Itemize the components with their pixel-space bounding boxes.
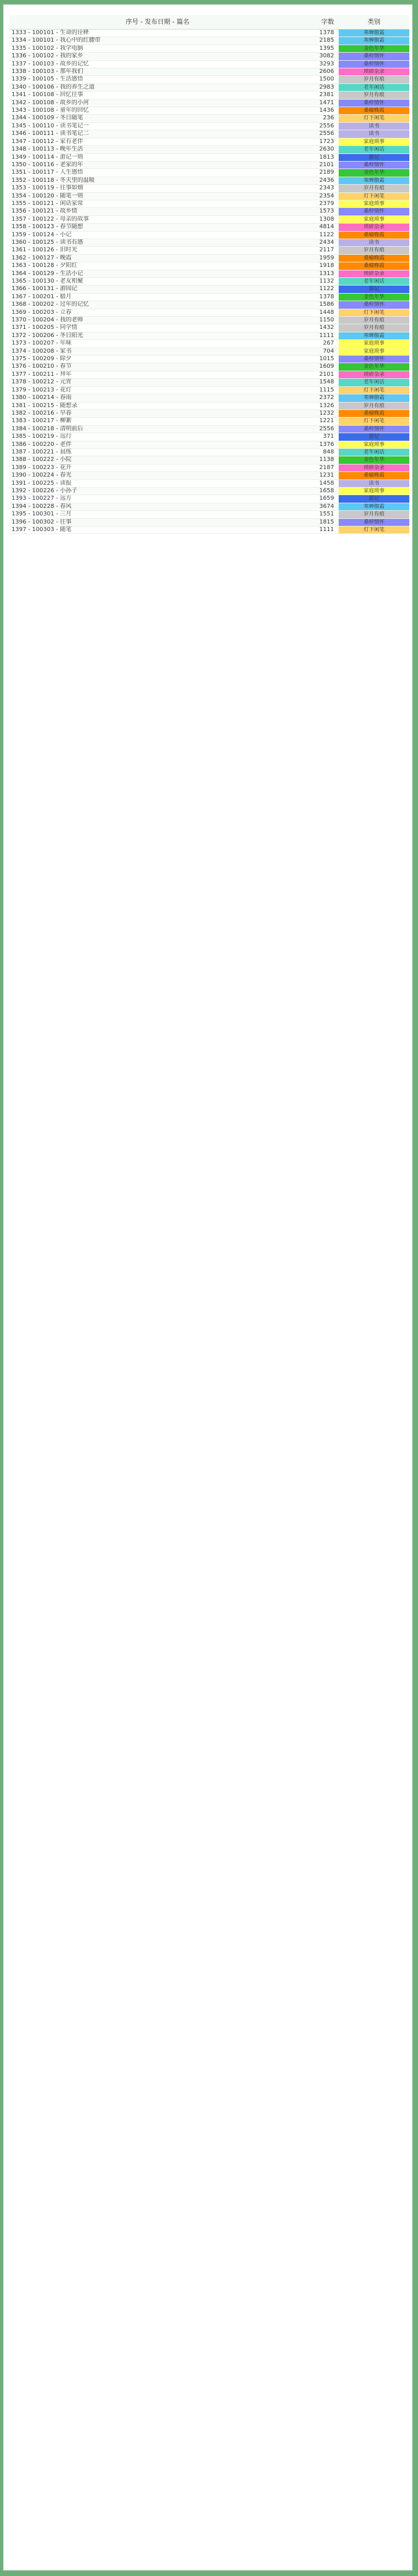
category-badge[interactable]: 灯下闲笔 <box>339 192 409 200</box>
word-count: 4814 <box>306 224 339 231</box>
word-count: 1458 <box>306 480 339 487</box>
category-badge[interactable]: 桑梓情怀 <box>339 53 409 60</box>
article-title-link[interactable]: 1380 - 100214 - 春雨 <box>9 394 306 402</box>
category-badge[interactable]: 灯下闲笔 <box>339 115 409 122</box>
article-title-link[interactable]: 1376 - 100210 - 春节 <box>9 363 306 371</box>
article-title-link[interactable]: 1347 - 100112 - 家有老伴 <box>9 138 306 145</box>
category-badge[interactable]: 桑梓情怀 <box>339 425 409 433</box>
table-row <box>9 208 409 215</box>
category-badge[interactable]: 寒蝉傲霜 <box>339 394 409 402</box>
article-table <box>9 15 409 534</box>
word-count: 267 <box>306 340 339 347</box>
category-badge[interactable]: 灯下闲笔 <box>339 386 409 394</box>
table-row <box>9 83 409 91</box>
article-title-link[interactable]: 1389 - 100223 - 花开 <box>9 464 306 471</box>
table-row <box>9 518 409 526</box>
category-badge[interactable]: 读书 <box>339 239 409 246</box>
table-row <box>9 53 409 60</box>
article-title-link[interactable]: 1336 - 100102 - 我的家乡 <box>9 53 306 60</box>
category-badge[interactable]: 琐碎杂录 <box>339 464 409 471</box>
word-count: 236 <box>306 115 339 122</box>
word-count: 2117 <box>306 247 339 254</box>
table-row <box>9 309 409 316</box>
table-row <box>9 425 409 433</box>
word-count: 2101 <box>306 161 339 169</box>
article-title-link[interactable]: 1333 - 100101 - 生命的诠释 <box>9 30 306 37</box>
table-row <box>9 231 409 239</box>
table-row <box>9 418 409 425</box>
article-title-link[interactable]: 1363 - 100128 - 夕阳红 <box>9 262 306 270</box>
table-row <box>9 30 409 37</box>
category-badge[interactable]: 岁月有痕 <box>339 324 409 332</box>
article-title-link[interactable]: 1348 - 100113 - 晚年生活 <box>9 146 306 153</box>
article-title-link[interactable]: 1344 - 100109 - 冬日随笔 <box>9 115 306 122</box>
article-title-link[interactable]: 1383 - 100217 - 柳絮 <box>9 418 306 425</box>
table-row <box>9 239 409 246</box>
table-body <box>9 30 409 534</box>
article-title-link[interactable]: 1338 - 100103 - 那年我们 <box>9 68 306 76</box>
category-badge[interactable]: 桑梓情怀 <box>339 208 409 215</box>
article-title-link[interactable]: 1337 - 100103 - 故乡的记忆 <box>9 60 306 68</box>
table-row <box>9 371 409 378</box>
table-header-row <box>9 15 409 30</box>
word-count: 1378 <box>306 30 339 37</box>
word-count: 1313 <box>306 270 339 277</box>
article-title-link[interactable]: 1339 - 100105 - 生活感悟 <box>9 76 306 83</box>
header-title[interactable]: 序号 - 发布日期 - 篇名 <box>9 15 306 30</box>
table-row <box>9 270 409 277</box>
word-count: 1378 <box>306 293 339 301</box>
word-count: 1111 <box>306 526 339 534</box>
article-title-link[interactable]: 1381 - 100215 - 随想录 <box>9 402 306 409</box>
article-title-link[interactable]: 1377 - 100211 - 拜年 <box>9 371 306 378</box>
table-row <box>9 503 409 510</box>
article-title-link[interactable]: 1367 - 100201 - 腊月 <box>9 293 306 301</box>
category-badge[interactable]: 游记 <box>339 286 409 293</box>
article-title-link[interactable]: 1340 - 100106 - 我的养生之道 <box>9 83 306 91</box>
word-count: 1232 <box>306 409 339 417</box>
word-count: 2556 <box>306 130 339 138</box>
article-title-link[interactable]: 1366 - 100131 - 游园记 <box>9 286 306 293</box>
article-title-link[interactable]: 1342 - 100108 - 故乡的小河 <box>9 99 306 107</box>
word-count: 1551 <box>306 511 339 518</box>
table-row <box>9 60 409 68</box>
category-badge[interactable]: 桑梓情怀 <box>339 60 409 68</box>
category-badge[interactable]: 灯下闲笔 <box>339 526 409 534</box>
table-row <box>9 115 409 122</box>
category-badge[interactable]: 老年闲话 <box>339 448 409 456</box>
word-count: 2187 <box>306 464 339 471</box>
category-badge[interactable]: 寒蝉傲霜 <box>339 177 409 184</box>
article-title-link[interactable]: 1388 - 100222 - 小院 <box>9 456 306 464</box>
word-count: 1231 <box>306 472 339 480</box>
word-count: 1122 <box>306 286 339 293</box>
category-badge[interactable]: 桑榆晚霞 <box>339 472 409 480</box>
category-badge[interactable]: 桑榆晚霞 <box>339 409 409 417</box>
word-count: 1326 <box>306 402 339 409</box>
table-row <box>9 262 409 270</box>
article-title-link[interactable]: 1373 - 100207 - 年味 <box>9 340 306 347</box>
article-title-link[interactable]: 1395 - 100301 - 三月 <box>9 511 306 518</box>
table-row <box>9 487 409 495</box>
table-row <box>9 122 409 130</box>
word-count: 1122 <box>306 231 339 239</box>
table-row <box>9 495 409 503</box>
article-title-link[interactable]: 1372 - 100206 - 冬日阳光 <box>9 332 306 339</box>
table-row <box>9 526 409 534</box>
category-badge[interactable]: 岁月有痕 <box>339 247 409 254</box>
word-count: 2379 <box>306 200 339 207</box>
category-badge[interactable]: 家庭琐事 <box>339 138 409 145</box>
word-count: 1471 <box>306 99 339 107</box>
table-row <box>9 464 409 471</box>
table-row <box>9 286 409 293</box>
article-title-link[interactable]: 1397 - 100303 - 随笔 <box>9 526 306 534</box>
category-badge[interactable]: 金色年华 <box>339 293 409 301</box>
category-badge[interactable]: 游记 <box>339 433 409 441</box>
category-badge[interactable]: 金色年华 <box>339 45 409 52</box>
page-frame <box>3 5 412 2570</box>
table-row <box>9 293 409 301</box>
table-row <box>9 386 409 394</box>
table-row <box>9 347 409 355</box>
word-count: 1586 <box>306 301 339 309</box>
category-badge[interactable]: 岁月有痕 <box>339 185 409 192</box>
word-count: 1432 <box>306 324 339 332</box>
table-row <box>9 356 409 363</box>
table-row <box>9 68 409 76</box>
article-title-link[interactable]: 1379 - 100213 - 花灯 <box>9 386 306 394</box>
word-count: 848 <box>306 448 339 456</box>
table-row <box>9 511 409 518</box>
category-badge[interactable]: 老年闲话 <box>339 278 409 286</box>
category-badge[interactable]: 琐碎杂录 <box>339 224 409 231</box>
article-title-link[interactable]: 1346 - 100111 - 读书笔记二 <box>9 130 306 138</box>
table-row <box>9 301 409 309</box>
article-title-link[interactable]: 1358 - 100123 - 春节随想 <box>9 224 306 231</box>
article-title-link[interactable]: 1353 - 100119 - 往事如烟 <box>9 185 306 192</box>
word-count: 2381 <box>306 92 339 99</box>
category-badge[interactable]: 寒蝉傲霜 <box>339 30 409 37</box>
table-row <box>9 224 409 231</box>
table-row <box>9 472 409 480</box>
word-count: 2434 <box>306 239 339 246</box>
word-count: 2372 <box>306 394 339 402</box>
category-badge[interactable]: 金色年华 <box>339 169 409 177</box>
table-row <box>9 332 409 339</box>
table-row <box>9 45 409 52</box>
word-count: 2556 <box>306 122 339 130</box>
article-title-link[interactable]: 1387 - 100221 - 晨练 <box>9 448 306 456</box>
table-row <box>9 456 409 464</box>
table-row <box>9 441 409 448</box>
article-title-link[interactable]: 1365 - 100130 - 老友相聚 <box>9 278 306 286</box>
category-badge[interactable]: 寒蝉傲霜 <box>339 37 409 45</box>
table-row <box>9 99 409 107</box>
word-count: 2606 <box>306 68 339 76</box>
article-title-link[interactable]: 1393 - 100227 - 远方 <box>9 495 306 503</box>
word-count: 1132 <box>306 278 339 286</box>
table-row <box>9 37 409 45</box>
table-row <box>9 247 409 254</box>
category-badge[interactable]: 桑榆晚霞 <box>339 254 409 262</box>
word-count: 1500 <box>306 76 339 83</box>
article-title-link[interactable]: 1354 - 100120 - 随笔一则 <box>9 192 306 200</box>
category-badge[interactable]: 金色年华 <box>339 456 409 464</box>
category-badge[interactable]: 桑梓情怀 <box>339 301 409 309</box>
table-row <box>9 433 409 441</box>
article-title-link[interactable]: 1386 - 100220 - 老伴 <box>9 441 306 448</box>
category-badge[interactable]: 岁月有痕 <box>339 402 409 409</box>
article-title-link[interactable]: 1396 - 100302 - 往事 <box>9 518 306 526</box>
table-row <box>9 76 409 83</box>
category-badge[interactable]: 琐碎杂录 <box>339 270 409 277</box>
article-title-link[interactable]: 1370 - 100204 - 我的老师 <box>9 317 306 324</box>
category-badge[interactable]: 桑榆晚霞 <box>339 231 409 239</box>
article-title-link[interactable]: 1349 - 100114 - 游记一则 <box>9 153 306 161</box>
article-title-link[interactable]: 1334 - 100101 - 我心中的红腰带 <box>9 37 306 45</box>
word-count: 1815 <box>306 518 339 526</box>
word-count: 2354 <box>306 192 339 200</box>
category-badge[interactable]: 家庭琐事 <box>339 200 409 207</box>
category-badge[interactable]: 桑榆晚霞 <box>339 262 409 270</box>
category-badge[interactable]: 家庭琐事 <box>339 487 409 495</box>
article-title-link[interactable]: 1392 - 100226 - 小孙子 <box>9 487 306 495</box>
word-count: 704 <box>306 347 339 355</box>
word-count: 2185 <box>306 37 339 45</box>
table-row <box>9 185 409 192</box>
word-count: 1658 <box>306 487 339 495</box>
article-title-link[interactable]: 1390 - 100224 - 春光 <box>9 472 306 480</box>
word-count: 1308 <box>306 215 339 223</box>
table-row <box>9 340 409 347</box>
article-title-link[interactable]: 1351 - 100117 - 人生感悟 <box>9 169 306 177</box>
category-badge[interactable]: 桑梓情怀 <box>339 99 409 107</box>
word-count: 1115 <box>306 386 339 394</box>
article-title-link[interactable]: 1364 - 100129 - 生活小记 <box>9 270 306 277</box>
word-count: 1111 <box>306 332 339 339</box>
table-row <box>9 92 409 99</box>
word-count: 2436 <box>306 177 339 184</box>
category-badge[interactable]: 桑梓情怀 <box>339 161 409 169</box>
word-count: 1221 <box>306 418 339 425</box>
article-title-link[interactable]: 1362 - 100127 - 晚霞 <box>9 254 306 262</box>
table-row <box>9 363 409 371</box>
article-title-link[interactable]: 1375 - 100209 - 除夕 <box>9 356 306 363</box>
article-title-link[interactable]: 1352 - 100118 - 冬天里的温暖 <box>9 177 306 184</box>
word-count: 1918 <box>306 262 339 270</box>
table-row <box>9 146 409 153</box>
category-badge[interactable]: 家庭琐事 <box>339 340 409 347</box>
category-badge[interactable]: 游记 <box>339 153 409 161</box>
word-count: 1015 <box>306 356 339 363</box>
word-count: 1395 <box>306 45 339 52</box>
table-row <box>9 161 409 169</box>
category-badge[interactable]: 岁月有痕 <box>339 317 409 324</box>
article-title-link[interactable]: 1357 - 100122 - 母亲的故事 <box>9 215 306 223</box>
word-count: 3674 <box>306 503 339 510</box>
word-count: 2101 <box>306 371 339 378</box>
word-count: 1959 <box>306 254 339 262</box>
article-title-link[interactable]: 1382 - 100216 - 早春 <box>9 409 306 417</box>
table-row <box>9 177 409 184</box>
article-title-link[interactable]: 1384 - 100218 - 清明前后 <box>9 425 306 433</box>
table-row <box>9 480 409 487</box>
table-row <box>9 130 409 138</box>
table-row <box>9 215 409 223</box>
article-title-link[interactable]: 1378 - 100212 - 元宵 <box>9 379 306 386</box>
table-row <box>9 448 409 456</box>
table-row <box>9 200 409 207</box>
article-title-link[interactable]: 1360 - 100125 - 读书有感 <box>9 239 306 246</box>
category-badge[interactable]: 琐碎杂录 <box>339 68 409 76</box>
category-badge[interactable]: 金色年华 <box>339 363 409 371</box>
header-words[interactable]: 字数 <box>306 15 339 30</box>
category-badge[interactable]: 桑梓情怀 <box>339 356 409 363</box>
category-badge[interactable]: 灯下闲笔 <box>339 309 409 316</box>
category-badge[interactable]: 岁月有痕 <box>339 76 409 83</box>
category-badge[interactable]: 读书 <box>339 480 409 487</box>
table-row <box>9 107 409 115</box>
word-count: 3293 <box>306 60 339 68</box>
article-title-link[interactable]: 1359 - 100124 - 小记 <box>9 231 306 239</box>
category-badge[interactable]: 读书 <box>339 122 409 130</box>
article-title-link[interactable]: 1369 - 100203 - 立春 <box>9 309 306 316</box>
article-title-link[interactable]: 1343 - 100108 - 童年的回忆 <box>9 107 306 115</box>
table-row <box>9 394 409 402</box>
category-badge[interactable]: 琐碎杂录 <box>339 371 409 378</box>
category-badge[interactable]: 老年闲话 <box>339 379 409 386</box>
article-title-link[interactable]: 1391 - 100225 - 读报 <box>9 480 306 487</box>
table-row <box>9 379 409 386</box>
article-title-link[interactable]: 1371 - 100205 - 同学情 <box>9 324 306 332</box>
category-badge[interactable]: 岁月有痕 <box>339 92 409 99</box>
word-count: 1436 <box>306 107 339 115</box>
word-count: 1573 <box>306 208 339 215</box>
article-title-link[interactable]: 1374 - 100208 - 家书 <box>9 347 306 355</box>
word-count: 1548 <box>306 379 339 386</box>
article-title-link[interactable]: 1345 - 100110 - 读书笔记一 <box>9 122 306 130</box>
word-count: 2630 <box>306 146 339 153</box>
category-badge[interactable]: 游记 <box>339 495 409 503</box>
article-title-link[interactable]: 1355 - 100121 - 闲话家常 <box>9 200 306 207</box>
table-row <box>9 192 409 200</box>
table-row <box>9 402 409 409</box>
article-title-link[interactable]: 1368 - 100202 - 过年的记忆 <box>9 301 306 309</box>
article-title-link[interactable]: 1341 - 100108 - 回忆往事 <box>9 92 306 99</box>
category-badge[interactable]: 家庭琐事 <box>339 441 409 448</box>
category-badge[interactable]: 老年闲话 <box>339 146 409 153</box>
table-row <box>9 138 409 145</box>
table-row <box>9 169 409 177</box>
word-count: 2983 <box>306 83 339 91</box>
word-count: 2556 <box>306 425 339 433</box>
article-title-link[interactable]: 1385 - 100219 - 远行 <box>9 433 306 441</box>
header-category[interactable]: 类别 <box>339 15 409 30</box>
word-count: 1448 <box>306 309 339 316</box>
category-badge[interactable]: 桑梓情怀 <box>339 518 409 526</box>
word-count: 2189 <box>306 169 339 177</box>
word-count: 1150 <box>306 317 339 324</box>
word-count: 1723 <box>306 138 339 145</box>
category-badge[interactable]: 岁月有痕 <box>339 511 409 518</box>
word-count: 1813 <box>306 153 339 161</box>
word-count: 2343 <box>306 185 339 192</box>
article-title-link[interactable]: 1335 - 100102 - 我学电脑 <box>9 45 306 52</box>
word-count: 371 <box>306 433 339 441</box>
article-title-link[interactable]: 1394 - 100228 - 春风 <box>9 503 306 510</box>
article-title-link[interactable]: 1361 - 100126 - 旧时光 <box>9 247 306 254</box>
table-row <box>9 254 409 262</box>
category-badge[interactable]: 家庭琐事 <box>339 347 409 355</box>
category-badge[interactable]: 寒蝉傲霜 <box>339 332 409 339</box>
table-row <box>9 317 409 324</box>
word-count: 3082 <box>306 53 339 60</box>
category-badge[interactable]: 老年闲话 <box>339 83 409 91</box>
table-row <box>9 153 409 161</box>
table-row <box>9 278 409 286</box>
table-row <box>9 324 409 332</box>
word-count: 1138 <box>306 456 339 464</box>
category-badge[interactable]: 家庭琐事 <box>339 215 409 223</box>
category-badge[interactable]: 寒蝉傲霜 <box>339 503 409 510</box>
word-count: 1376 <box>306 441 339 448</box>
article-title-link[interactable]: 1356 - 100121 - 故乡情 <box>9 208 306 215</box>
word-count: 1609 <box>306 363 339 371</box>
category-badge[interactable]: 灯下闲笔 <box>339 418 409 425</box>
table-row <box>9 409 409 417</box>
category-badge[interactable]: 桑榆晚霞 <box>339 107 409 115</box>
word-count: 1659 <box>306 495 339 503</box>
category-badge[interactable]: 读书 <box>339 130 409 138</box>
article-title-link[interactable]: 1350 - 100116 - 老家的年 <box>9 161 306 169</box>
